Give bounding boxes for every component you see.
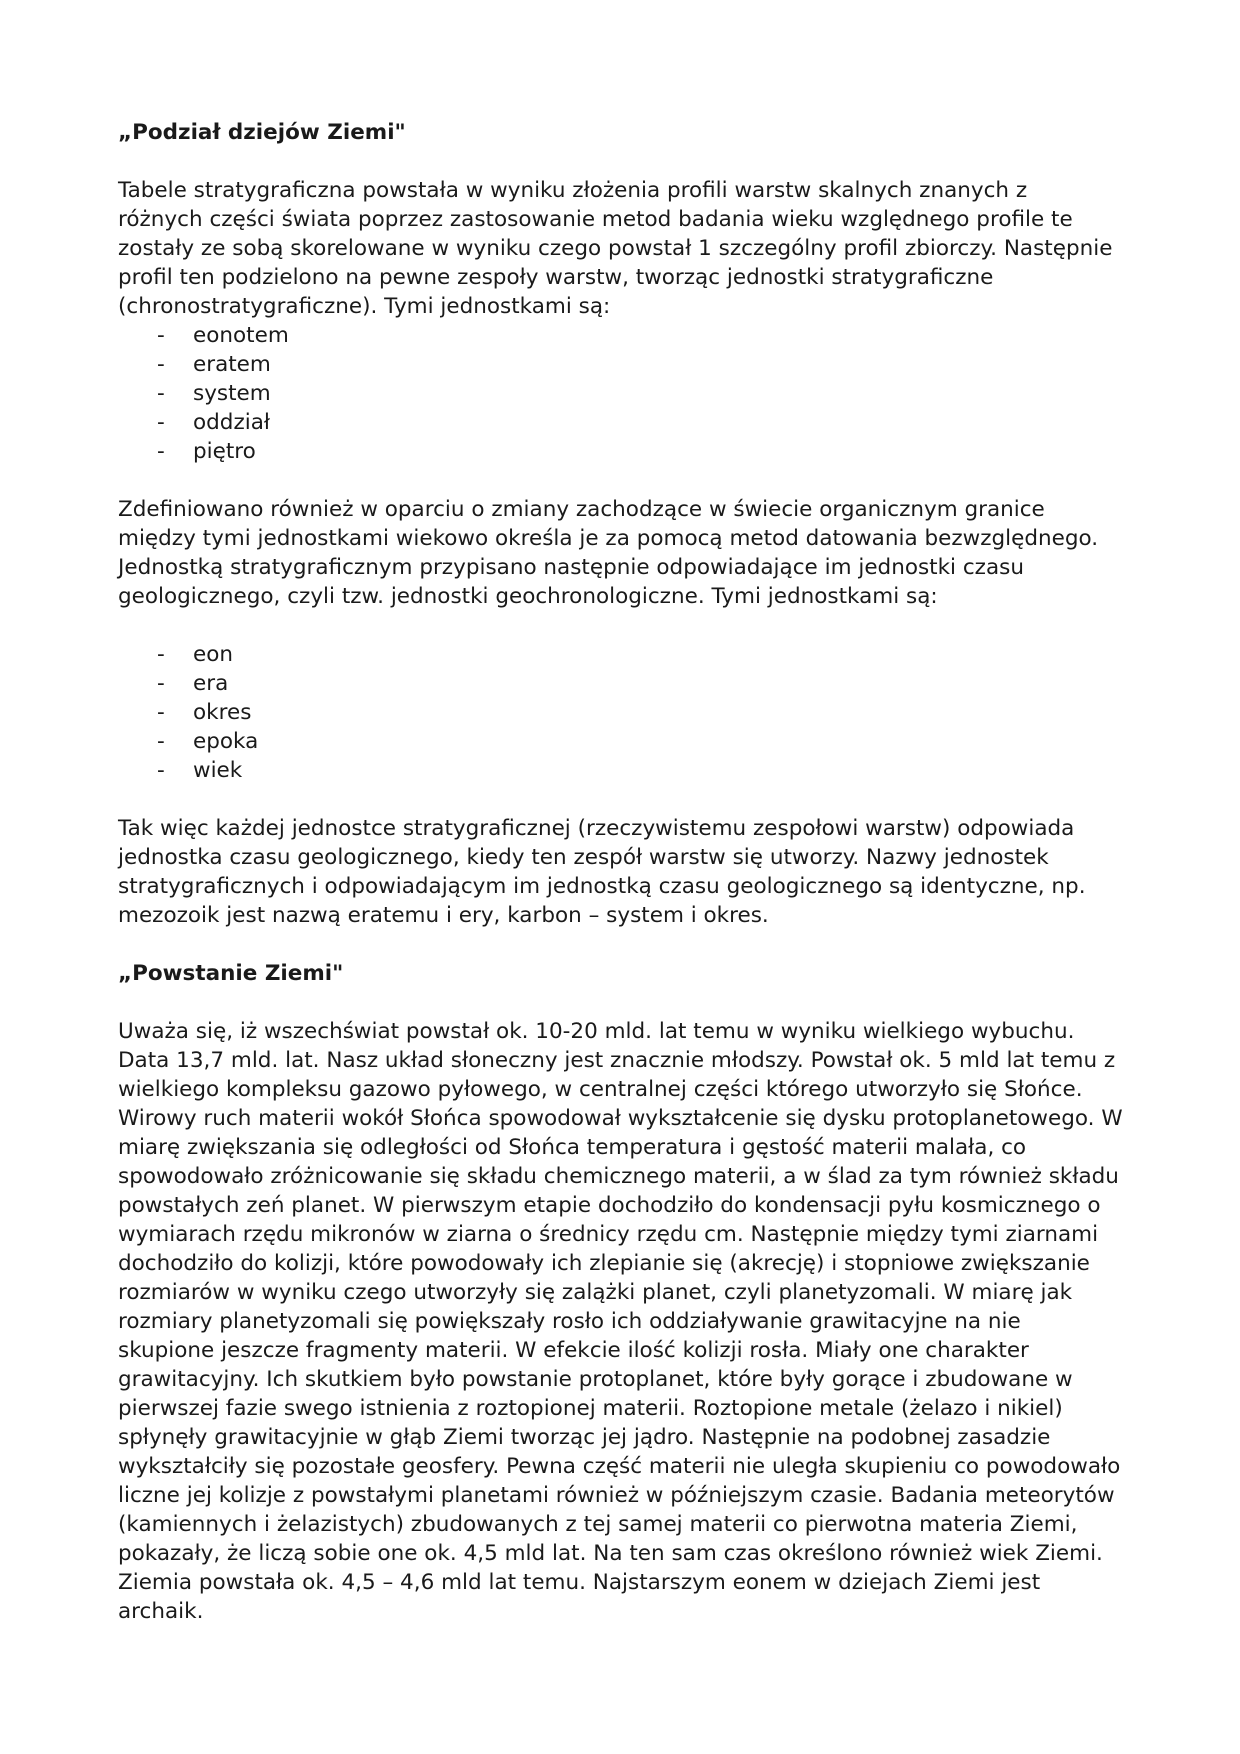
spacer (118, 611, 1128, 640)
section-heading: „Powstanie Ziemi" (118, 961, 344, 986)
document-page (118, 118, 1128, 1626)
dash-bullet: - (157, 671, 165, 696)
list-item: - era (157, 671, 229, 696)
list-item: - epoka (157, 729, 259, 754)
dash-bullet: - (157, 381, 165, 406)
paragraph: Tabele stratygraficzna powstała w wyniku złożenia profili warstw skalnych znanych z różnych części świata poprzez zastosowanie metod badania wieku względnego profile te zostały ze sobą skorelowane w wyniku czego powstał 1 szczególny profil zbiorczy. Następnie profil ten podzielono na pewne zespoły warstw, tworząc jednostki stratygraficzne (chronostratygraficzne). Tymi jednostkami są: (118, 178, 1113, 319)
spacer (118, 988, 1128, 1017)
dash-bullet: - (157, 323, 165, 348)
paragraph: Uważa się, iż wszechświat powstał ok. 10-20 mld. lat temu w wyniku wielkiego wybuchu. Data 13,7 mld. lat. Nasz układ słoneczny jest znacznie młodszy. Powstał ok. 5 mld lat temu z wielkiego kompleksu gazowo pyłowego, w centralnej części którego utworzyło się Słońce. Wirowy ruch materii wokół Słońca spowodował wykształcenie się dysku protoplanetowego. W miarę zwiększania się odległości od Słońca temperatura i gęstość materii malała, co spowodowało zróżnicowanie się składu chemicznego materii, a w ślad za tym również składu powstałych zeń planet. W pierwszym etapie dochodziło do kondensacji pyłu kosmicznego o wymiarach rzędu mikronów w ziarna o średnicy rzędu cm. Następnie między tymi ziarnami dochodziło do kolizji, które powodowały ich zlepianie się (akrecję) i stopniowe zwiększanie rozmiarów w wyniku czego utworzyły się zalążki planet, czyli planetyzomali. W miarę jak rozmiary planetyzomali się powiększały rosło ich oddziaływanie grawitacyjne na nie skupione jeszcze fragmenty materii. W efekcie ilość kolizji rosła. Miały one charakter grawitacyjny. Ich skutkiem było powstanie protoplanet, które były gorące i zbudowane w pierwszej fazie swego istnienia z roztopionej materii. Roztopione metale (żelazo i nikiel) spłynęły grawitacyjnie w głąb Ziemi tworząc jej jądro. Następnie na podobnej zasadzie wykształciły się pozostałe geosfery. Pewna część materii nie uległa skupieniu co powodowało liczne jej kolizje z powstałymi planetami również w późniejszym czasie. Badania meteorytów (kamiennych i żelazistych) zbudowanych z tej samej materii co pierwotna materia Ziemi, pokazały, że liczą sobie one ok. 4,5 mld lat. Na ten sam czas określono również wiek Ziemi. Ziemia powstała ok. 4,5 – 4,6 mld lat temu. Najstarszym eonem w dziejach Ziemi jest archaik. (118, 1019, 1123, 1624)
list-item: - okres (157, 700, 252, 725)
list-item: - piętro (157, 439, 256, 464)
spacer (118, 147, 1128, 176)
list-item: - wiek (157, 758, 243, 783)
paragraph: Tak więc każdej jednostce stratygraficznej (rzeczywistemu zespołowi warstw) odpowiada jednostka czasu geologicznego, kiedy ten zespół warstw się utworzy. Nazwy jednostek stratygraficznych i odpowiadającym im jednostką czasu geologicznego są identyczne, np. mezozoik jest nazwą eratemu i ery, karbon – system i okres. (118, 816, 1086, 928)
dash-bullet: - (157, 729, 165, 754)
dash-bullet: - (157, 700, 165, 725)
dash-bullet: - (157, 642, 165, 667)
list-item: - eon (157, 642, 234, 667)
spacer (118, 785, 1128, 814)
section-heading: „Podział dziejów Ziemi" (118, 120, 406, 145)
spacer (118, 466, 1128, 495)
list-item: - eonotem (157, 323, 289, 348)
dash-bullet: - (157, 410, 165, 435)
dash-bullet: - (157, 758, 165, 783)
list-item: - eratem (157, 352, 271, 377)
list-item: - system (157, 381, 271, 406)
paragraph: Zdefiniowano również w oparciu o zmiany zachodzące w świecie organicznym granice między tymi jednostkami wiekowo określa je za pomocą metod datowania bezwzględnego. Jednostką stratygraficznym przypisano następnie odpowiadające im jednostki czasu geologicznego, czyli tzw. jednostki geochronologiczne. Tymi jednostkami są: (118, 497, 1099, 609)
bullet-list (118, 321, 1128, 466)
dash-bullet: - (157, 352, 165, 377)
spacer (118, 930, 1128, 959)
dash-bullet: - (157, 439, 165, 464)
bullet-list (118, 640, 1128, 785)
list-item: - oddział (157, 410, 270, 435)
